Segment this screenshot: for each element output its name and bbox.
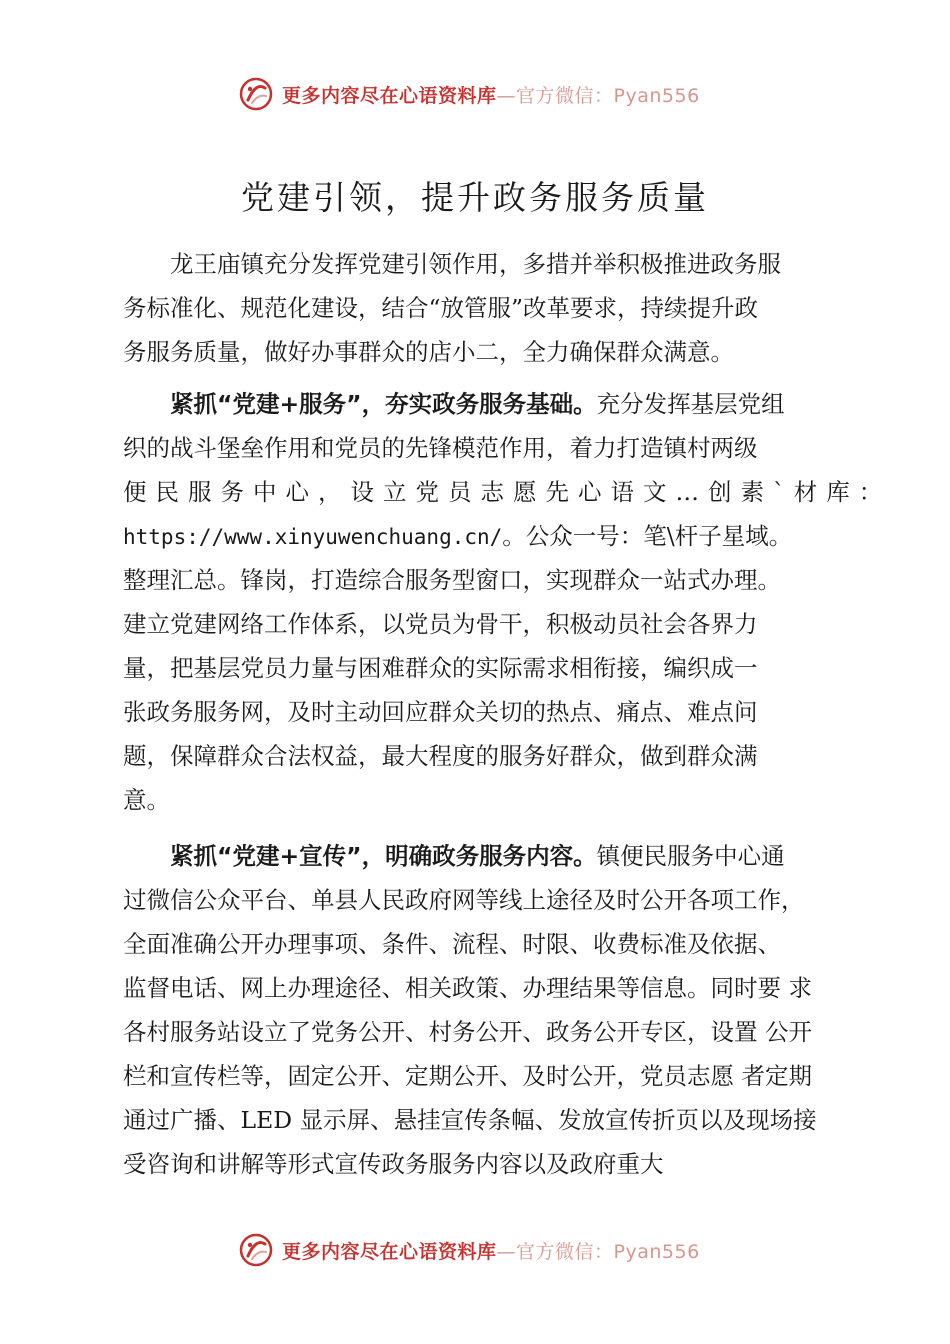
text-line: 监督电话、网上办理途径、相关政策、办理结果等信息。同时要 求 xyxy=(123,974,812,1002)
text-line: 量，把基层党员力量与困难群众的实际需求相衔接，编织成一 xyxy=(123,654,758,682)
section-heading: 紧抓“党建+服务”，夯实政务服务基础。 xyxy=(170,390,597,418)
text-line: 建立党建网络工作体系，以党员为骨干，积极动员社会各界力 xyxy=(123,610,758,638)
logo-icon xyxy=(238,76,274,112)
text-line xyxy=(123,834,868,878)
text-line: 题，保障群众合法权益，最大程度的服务好群众，做到群众满 xyxy=(123,742,758,770)
paragraph-publicity xyxy=(123,834,868,1186)
text-line: 整理汇总。锋岗，打造综合服务型窗口，实现群众一站式办理。 xyxy=(123,566,781,594)
text-segment: 。公众一号：笔\杆子星域。 xyxy=(502,522,793,550)
paragraph-service xyxy=(123,382,892,822)
page-title: 党建引领，提升政务服务质量 xyxy=(241,178,709,217)
paragraph-intro xyxy=(123,242,868,374)
section-heading: 紧抓“党建+宣传”，明确政务服务内容。 xyxy=(170,842,597,870)
text-line: 务标准化、规范化建设，结合“放管服”改革要求，持续提升政 xyxy=(123,294,759,322)
text-line: 受咨询和讲解等形式宣传政务服务内容以及政府重大 xyxy=(123,1150,664,1178)
text-line: 便民服务中心，设立党员志愿先心语文…创素`材库： xyxy=(123,478,892,506)
logo-icon xyxy=(238,1232,274,1268)
text-line: 各村服务站设立了党务公开、村务公开、政务公开专区，设置 公开 xyxy=(123,1018,812,1046)
text-line: 过微信公众平台、单县人民政府网等线上途径及时公开各项工作， xyxy=(123,886,805,914)
watermark-text: 更多内容尽在心语资料库—官方微信：Pyan556 xyxy=(282,1240,700,1263)
text-line: 通过广播、LED 显示屏、悬挂宣传条幅、发放宣传折页以及现场接 xyxy=(123,1106,817,1134)
watermark-header xyxy=(238,72,700,116)
text-line xyxy=(123,514,868,558)
watermark-footer xyxy=(238,1228,700,1272)
text-segment: 充分发挥基层党组 xyxy=(596,390,785,418)
text-segment: 镇便民服务中心通 xyxy=(596,842,785,870)
text-line: 全面准确公开办理事项、条件、流程、时限、收费标准及依据、 xyxy=(123,930,781,958)
text-line: 栏和宣传栏等，固定公开、定期公开、及时公开，党员志愿 者定期 xyxy=(123,1062,812,1090)
text-line: 龙王庙镇充分发挥党建引领作用，多措并举积极推进政务服 xyxy=(170,250,781,278)
text-line: 张政务服务网，及时主动回应群众关切的热点、痛点、难点问 xyxy=(123,698,758,726)
text-line xyxy=(123,382,868,426)
url-text: https://www.xinyuwenchuang.cn/ xyxy=(123,525,503,549)
text-line: 务服务质量，做好办事群众的店小二，全力确保群众满意。 xyxy=(123,338,734,366)
watermark-text: 更多内容尽在心语资料库—官方微信：Pyan556 xyxy=(282,84,700,107)
text-line: 织的战斗堡垒作用和党员的先锋模范作用，着力打造镇村两级 xyxy=(123,434,758,462)
text-line: 意。 xyxy=(123,786,170,814)
